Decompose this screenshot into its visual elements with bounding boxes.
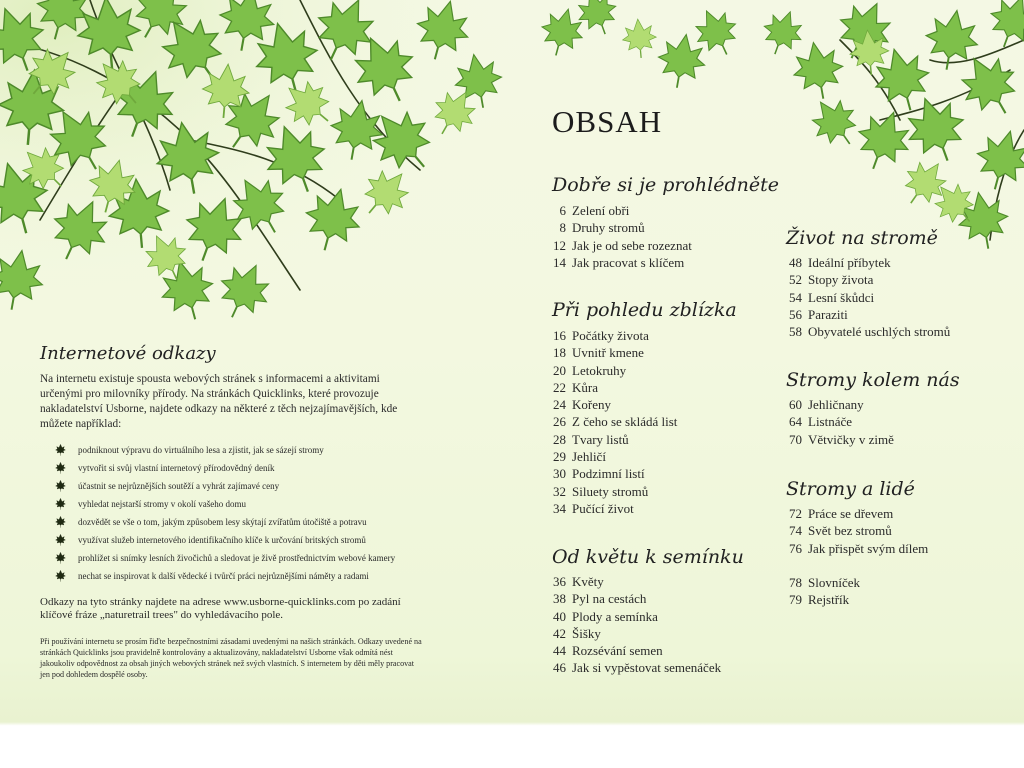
toc-entry[interactable]: 44 Rozsévání semen xyxy=(553,643,663,659)
spacer xyxy=(780,557,928,574)
toc-entry[interactable]: 72 Práce se dřevem xyxy=(789,506,894,521)
section-title-trees-around-us: Stromy kolem nás xyxy=(786,369,960,391)
maple-leaf-bullet-icon xyxy=(54,444,67,456)
toc-entry[interactable]: 12 Jak je od sebe rozeznat xyxy=(553,237,692,253)
maple-leaf-bullet-icon xyxy=(54,498,67,510)
toc-entry[interactable]: 14 Jak pracovat s klíčem xyxy=(553,254,685,270)
maple-leaf-bullet-icon xyxy=(54,552,67,564)
list-item: prohlížet si snímky lesních živočichů a sledovat je živě prostřednictvím webové kamery xyxy=(54,549,395,567)
maple-leaf-bullet-icon xyxy=(54,516,67,528)
list-item: podniknout výpravu do virtuálního lesa a zjistit, jak se sázejí stromy xyxy=(54,441,395,459)
list-item: účastnit se nejrůznějších soutěží a vyhrát zajímavé ceny xyxy=(54,477,395,495)
toc-entry[interactable]: 26 Z čeho se skládá list xyxy=(553,414,678,430)
toc-entry-index[interactable]: 79 Rejstřík xyxy=(789,592,850,608)
toc-entry[interactable]: 38 Pyl na cestách xyxy=(553,591,647,607)
toc-entry[interactable]: 42 Šišky xyxy=(553,625,601,641)
list-item: dozvědět se vše o tom, jakým způsobem lesy skýtají zvířatům útočiště a potravu xyxy=(54,513,395,531)
toc-entry[interactable]: 56 Paraziti xyxy=(789,306,848,322)
toc-entry[interactable]: 32 Siluety stromů xyxy=(553,483,649,499)
toc-entry[interactable]: 46 Jak si vypěstovat semenáček xyxy=(553,660,722,676)
section-title-close-up: Při pohledu zblízka xyxy=(552,299,737,321)
toc-entry[interactable]: 60 Jehličnany xyxy=(789,397,864,412)
toc-entry[interactable]: 48 Ideální příbytek xyxy=(789,255,891,270)
section-title-life-on-tree: Život na stromě xyxy=(786,227,938,249)
internet-safety-note: Při používání internetu se prosím řiďte bezpečnostními zásadami uvedenými na našich stránkách. Odkazy uvedené na stránkách Quicklinks jsou pravidelně kontrolovány a aktualizovány, nakladatelství Usborne však odmítá nést jakoukoliv odpovědnost za obsah jiných webových stránek než svých vlastních. S internetem by děti měly pracovat jen pod dohledem dospělé osoby. xyxy=(40,637,422,679)
internet-activities-list xyxy=(54,441,395,585)
toc-section-5 xyxy=(780,396,894,448)
toc-entry[interactable]: 22 Kůra xyxy=(553,379,598,395)
toc-entry[interactable]: 20 Letokruhy xyxy=(553,362,627,378)
list-item: nechat se inspirovat k další vědecké i tvůrčí práci nejrůznějšími náměty a radami xyxy=(54,567,395,585)
toc-section-2 xyxy=(544,327,677,517)
toc-entry[interactable]: 58 Obyvatelé uschlých stromů xyxy=(789,324,951,340)
maple-leaf-bullet-icon xyxy=(54,570,67,582)
quicklinks-note: Odkazy na tyto stránky najdete na adrese www.usborne-quicklinks.com po zadání klíčové fráze „naturetrail trees" do vyhledávacího pole. xyxy=(40,596,401,621)
list-item: využívat služeb internetového identifikačního klíče k určování britských stromů xyxy=(54,531,395,549)
list-item: vyhledat nejstarší stromy v okolí vašeho domu xyxy=(54,495,395,513)
toc-section-6 xyxy=(780,505,928,609)
toc-entry[interactable]: 34 Pučící život xyxy=(553,500,634,516)
toc-entry[interactable]: 52 Stopy života xyxy=(789,272,874,288)
toc-section-3 xyxy=(544,573,721,677)
section-title-flower-to-seed: Od květu k semínku xyxy=(552,546,744,568)
toc-entry[interactable]: 70 Větvičky v zimě xyxy=(789,431,894,447)
toc-entry[interactable]: 64 Listnáče xyxy=(789,414,853,430)
toc-entry[interactable]: 74 Svět bez stromů xyxy=(789,523,892,539)
toc-entry[interactable]: 8 Druhy stromů xyxy=(559,220,645,236)
internet-intro: Na internetu existuje spousta webových stránek s informacemi a aktivitami určenými pro milovníky přírody. Na stránkách Quicklinks, které provozuje nakladatelství Usborne, najdete odkazy na některé z těch nejzajímavějších, kde můžete například: xyxy=(40,373,398,430)
toc-entry[interactable]: 29 Jehličí xyxy=(553,449,606,465)
internet-links-title: Internetové odkazy xyxy=(40,343,216,364)
contents-title: OBSAH xyxy=(552,104,663,139)
maple-leaf-bullet-icon xyxy=(54,534,67,546)
toc-entry[interactable]: 30 Podzimní listí xyxy=(553,466,645,482)
toc-section-1 xyxy=(544,202,692,271)
toc-entry-glossary[interactable]: 78 Slovníček xyxy=(789,575,860,591)
toc-entry[interactable]: 16 Počátky života xyxy=(553,328,649,343)
section-title-trees-and-people: Stromy a lidé xyxy=(786,478,915,500)
toc-entry[interactable]: 28 Tvary listů xyxy=(553,431,629,447)
maple-leaf-bullet-icon xyxy=(54,462,67,474)
toc-entry[interactable]: 6 Zelení obři xyxy=(559,203,630,218)
toc-section-4 xyxy=(780,254,950,340)
toc-entry[interactable]: 24 Kořeny xyxy=(553,397,611,413)
toc-entry[interactable]: 40 Plody a semínka xyxy=(553,608,658,624)
list-item: vytvořit si svůj vlastní internetový přírodovědný deník xyxy=(54,459,395,477)
maple-leaf-bullet-icon xyxy=(54,480,67,492)
toc-entry[interactable]: 76 Jak přispět svým dílem xyxy=(789,540,929,556)
toc-entry[interactable]: 18 Uvnitř kmene xyxy=(553,345,644,361)
section-title-look-closely: Dobře si je prohlédněte xyxy=(552,174,780,196)
toc-entry[interactable]: 36 Květy xyxy=(553,574,604,589)
toc-entry[interactable]: 54 Lesní škůdci xyxy=(789,289,875,305)
